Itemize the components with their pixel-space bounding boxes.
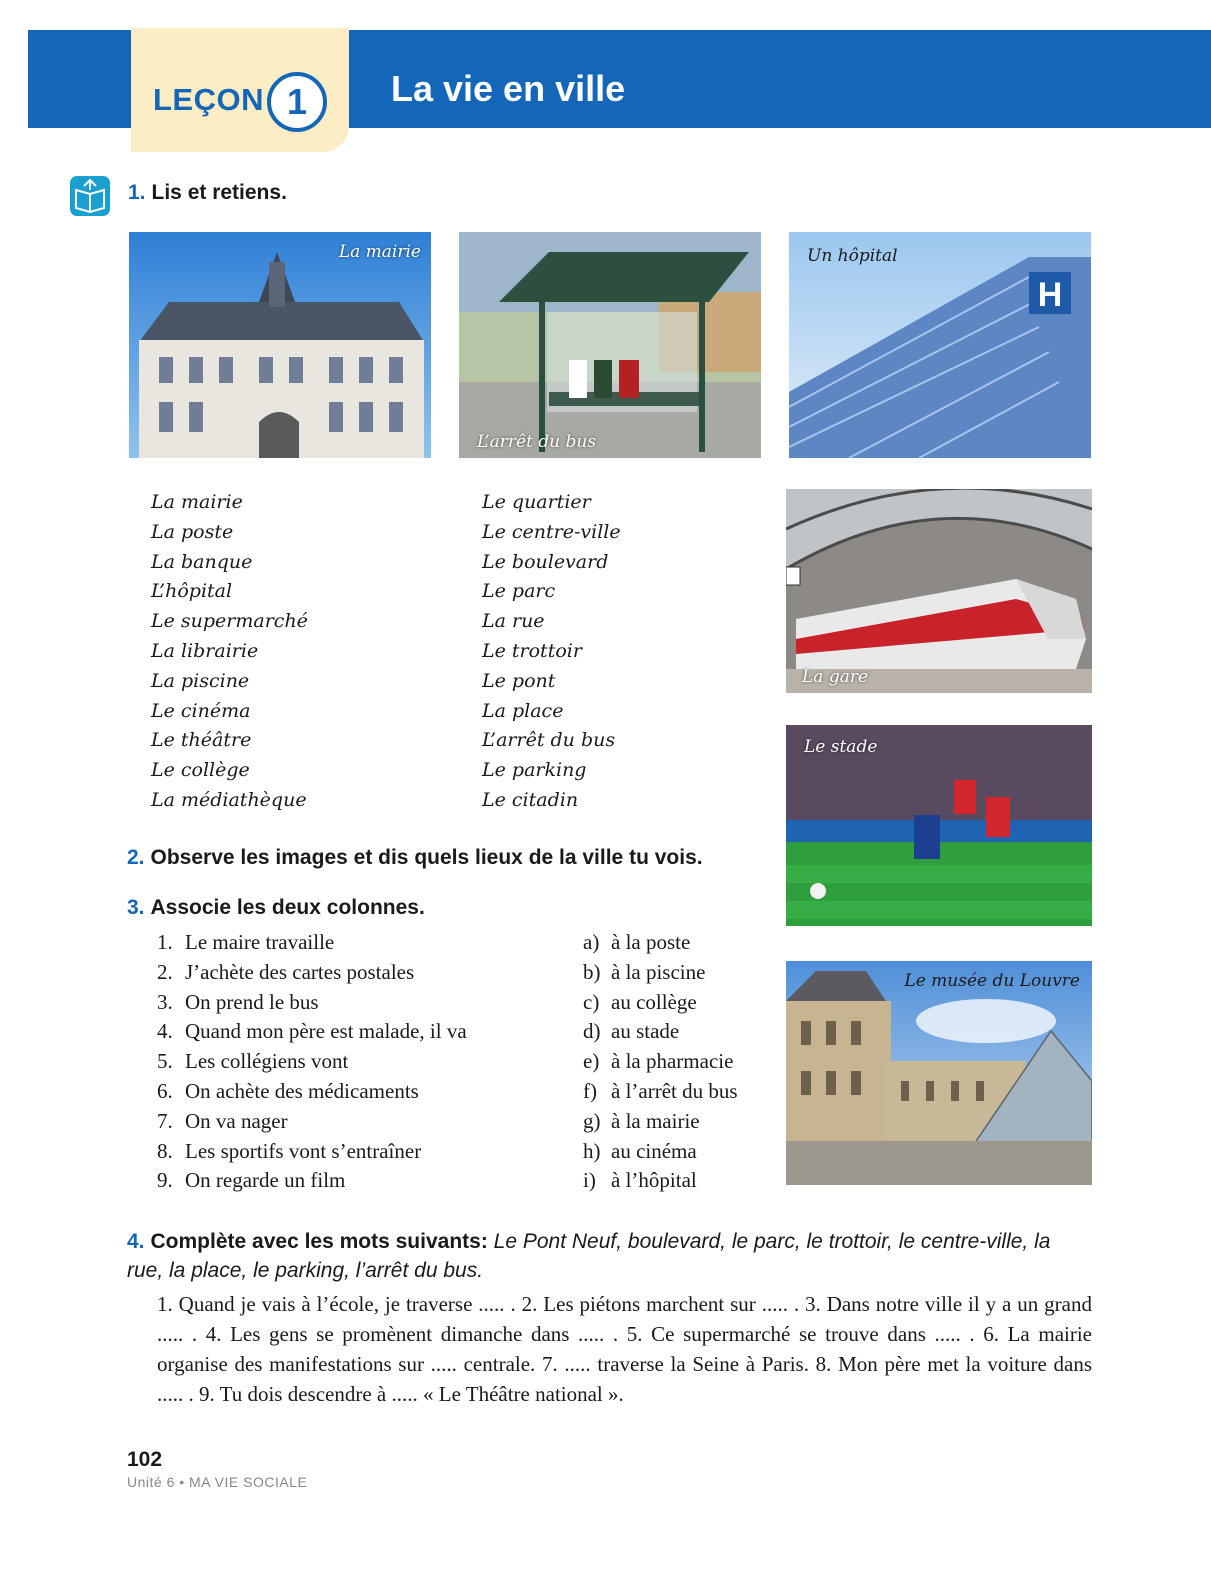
exercise-4-title [127, 1227, 1092, 1285]
vocab-item: Le quartier [482, 491, 591, 513]
caption-train-station: La gare [802, 667, 869, 687]
vocab-item: La librairie [151, 639, 259, 662]
exercise-4-number: 4. [127, 1230, 145, 1253]
caption-town-hall: La mairie [338, 242, 421, 262]
vocab-item: La mairie [151, 491, 243, 513]
vocab-item: La banque [151, 550, 253, 573]
exercise-3-number: 3. [127, 896, 145, 919]
exercise-2-instruction: Observe les images et dis quels lieux de la ville tu vois. [150, 846, 703, 869]
vocab-item: Le pont [482, 669, 556, 692]
match-item-left: 2. J’achète des cartes postales [157, 959, 415, 984]
match-item-right: b) à la piscine [583, 959, 706, 984]
vocab-item: La place [482, 699, 564, 722]
photo-town-hall [129, 232, 431, 458]
reading-book-icon [70, 176, 110, 216]
photo-hospital [789, 232, 1091, 458]
match-item-left: 4. Quand mon père est malade, il va [157, 1019, 467, 1044]
exercise-3-title [127, 896, 425, 920]
match-item-right: g) à la mairie [583, 1108, 700, 1133]
exercise-3-instruction: Associe les deux colonnes. [150, 896, 425, 919]
vocab-item: Le supermarché [151, 610, 308, 633]
photo-train-station [786, 489, 1092, 693]
match-item-left: 1. Le maire travaille [157, 930, 335, 954]
vocab-item: Le citadin [482, 788, 579, 811]
unit-label: Unité 6 • MA VIE SOCIALE [127, 1474, 308, 1490]
page-number: 102 [127, 1448, 163, 1471]
match-item-right: i) à l’hôpital [583, 1168, 697, 1193]
vocab-item: Le centre-ville [482, 520, 621, 543]
vocab-item: La piscine [151, 669, 250, 692]
match-item-left: 7. On va nager [157, 1108, 288, 1133]
match-item-right: e) à la pharmacie [583, 1049, 734, 1074]
vocab-list-left [151, 488, 308, 816]
match-item-right: f) à l’arrêt du bus [583, 1078, 738, 1103]
exercise-4-word-bank: Le Pont Neuf, boulevard, le parc, le trottoir, le centre-ville, la rue, la place, le parking, l’arrêt du bus. [127, 1230, 1051, 1282]
match-item-left: 9. On regarde un film [157, 1168, 346, 1193]
vocab-item: Le boulevard [482, 550, 609, 573]
lesson-title: La vie en ville [391, 68, 626, 109]
exercise-1-instruction: Lis et retiens. [151, 181, 287, 204]
match-item-right: d) au stade [583, 1019, 680, 1044]
vocab-item: La rue [482, 610, 545, 633]
lesson-tab [131, 28, 349, 152]
vocab-item: Le trottoir [482, 639, 582, 662]
match-item-right: c) au collège [583, 989, 697, 1014]
lesson-label: LEÇON [153, 82, 264, 117]
match-item-left: 5. Les collégiens vont [157, 1049, 349, 1074]
vocab-item: Le parking [482, 759, 587, 782]
photo-louvre [786, 961, 1092, 1185]
vocab-item: Le cinéma [151, 699, 251, 722]
caption-hospital: Un hôpital [807, 246, 898, 266]
match-item-right: h) au cinéma [583, 1138, 697, 1163]
vocab-item: La poste [151, 520, 234, 543]
match-column-left [157, 928, 467, 1196]
match-item-right: a) à la poste [583, 930, 691, 954]
match-item-left: 8. Les sportifs vont s’entraîner [157, 1138, 422, 1163]
vocab-item: L’arrêt du bus [482, 729, 616, 752]
photo-bus-stop [459, 232, 761, 458]
exercise-2-title [127, 846, 703, 870]
exercise-4-text: 1. Quand je vais à l’école, je traverse ..... . 2. Les piétons marchent sur ..... . 3. Dans notre ville il y a un grand ..... . 4. Les gens se promènent dimanche dans ..... . 5. Ce supermarché se trouve dans ..... . 6. La mairie organise des manifestations sur ..... centrale. 7. ..... traverse la Seine à Paris. 8. Mon père met la voiture dans ..... . 9. Tu dois descendre à ..... « Le Théâtre national ». [157, 1292, 1092, 1406]
vocab-item: Le théâtre [151, 729, 252, 752]
caption-stadium: Le stade [804, 737, 878, 757]
exercise-4-instruction: Complète avec les mots suivants: [150, 1230, 488, 1253]
match-item-left: 6. On achète des médicaments [157, 1078, 419, 1103]
photo-stadium [786, 725, 1092, 926]
match-item-left: 3. On prend le bus [157, 989, 319, 1014]
vocab-item: Le collège [151, 759, 250, 782]
match-column-right [583, 928, 738, 1196]
vocab-item: L’hôpital [151, 580, 233, 603]
lesson-number: 1 [267, 72, 327, 132]
exercise-1-title [128, 181, 287, 205]
caption-louvre: Le musée du Louvre [904, 971, 1080, 991]
svg-text:H: H [1037, 276, 1063, 314]
exercise-2-number: 2. [127, 846, 145, 869]
exercise-1-number: 1. [128, 181, 146, 204]
vocab-list-right [482, 488, 621, 816]
vocab-item: La médiathèque [151, 788, 307, 811]
vocab-item: Le parc [482, 580, 556, 603]
caption-bus-stop: L’arrêt du bus [477, 432, 597, 452]
